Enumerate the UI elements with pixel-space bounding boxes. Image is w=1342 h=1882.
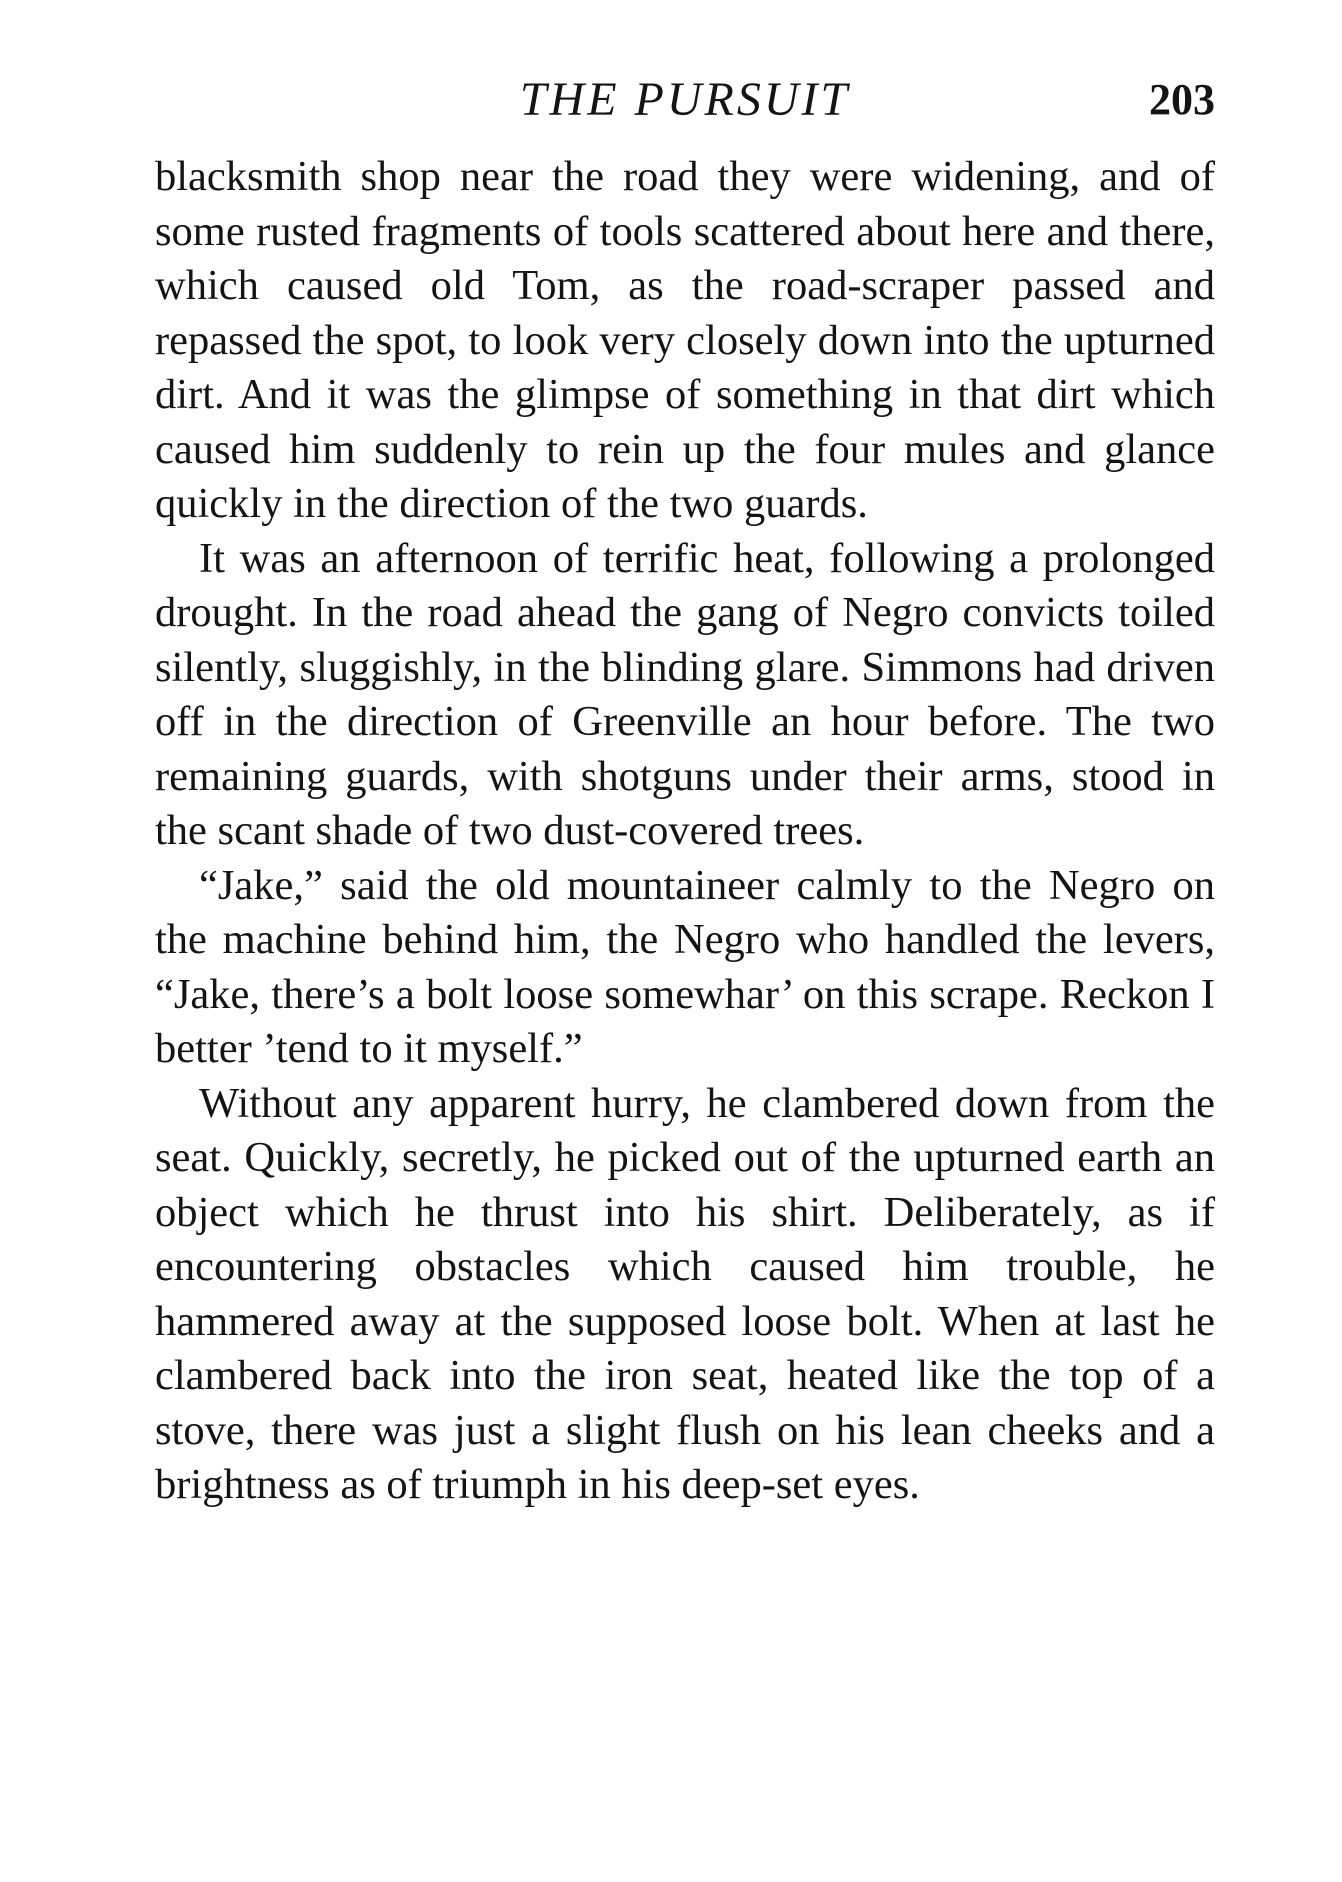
book-page	[155, 70, 1215, 1513]
paragraph: Without any apparent hurry, he clambered down from the seat. Quickly, secretly, he picked out of the upturned earth an object which he thrust into his shirt. Deliberately, as if encountering obstacles which caused him trouble, he hammered away at the supposed loose bolt. When at last he clambered back into the iron seat, heated like the top of a stove, there was just a slight flush on his lean cheeks and a brightness as of triumph in his deep-set eyes.	[155, 1079, 1215, 1508]
body-text	[155, 150, 1215, 1513]
running-head	[155, 70, 1215, 140]
page-number: 203	[1149, 75, 1215, 124]
paragraph: “Jake,” said the old mountaineer calmly to the Negro on the machine behind him, the Negro who handled the levers, “Jake, there’s a bolt loose somewhar’ on this scrape. Reckon I better ’tend to it myself.”	[155, 861, 1215, 1072]
paragraph-continued: blacksmith shop near the road they were widening, and of some rusted fragments of tools scattered about here and there, which caused old Tom, as the road-scraper passed and repassed the spot, to look very closely down into the upturned dirt. And it was the glimpse of something in that dirt which caused him suddenly to rein up the four mules and glance quickly in the direction of the two guards.	[155, 153, 1215, 527]
running-title: THE PURSUIT	[519, 73, 851, 126]
paragraph: It was an afternoon of terrific heat, following a prolonged drought. In the road ahead the gang of Negro convicts toiled silently, sluggishly, in the blinding glare. Simmons had driven off in the direction of Greenville an hour before. The two remaining guards, with shotguns under their arms, stood in the scant shade of two dust-covered trees.	[155, 534, 1215, 854]
